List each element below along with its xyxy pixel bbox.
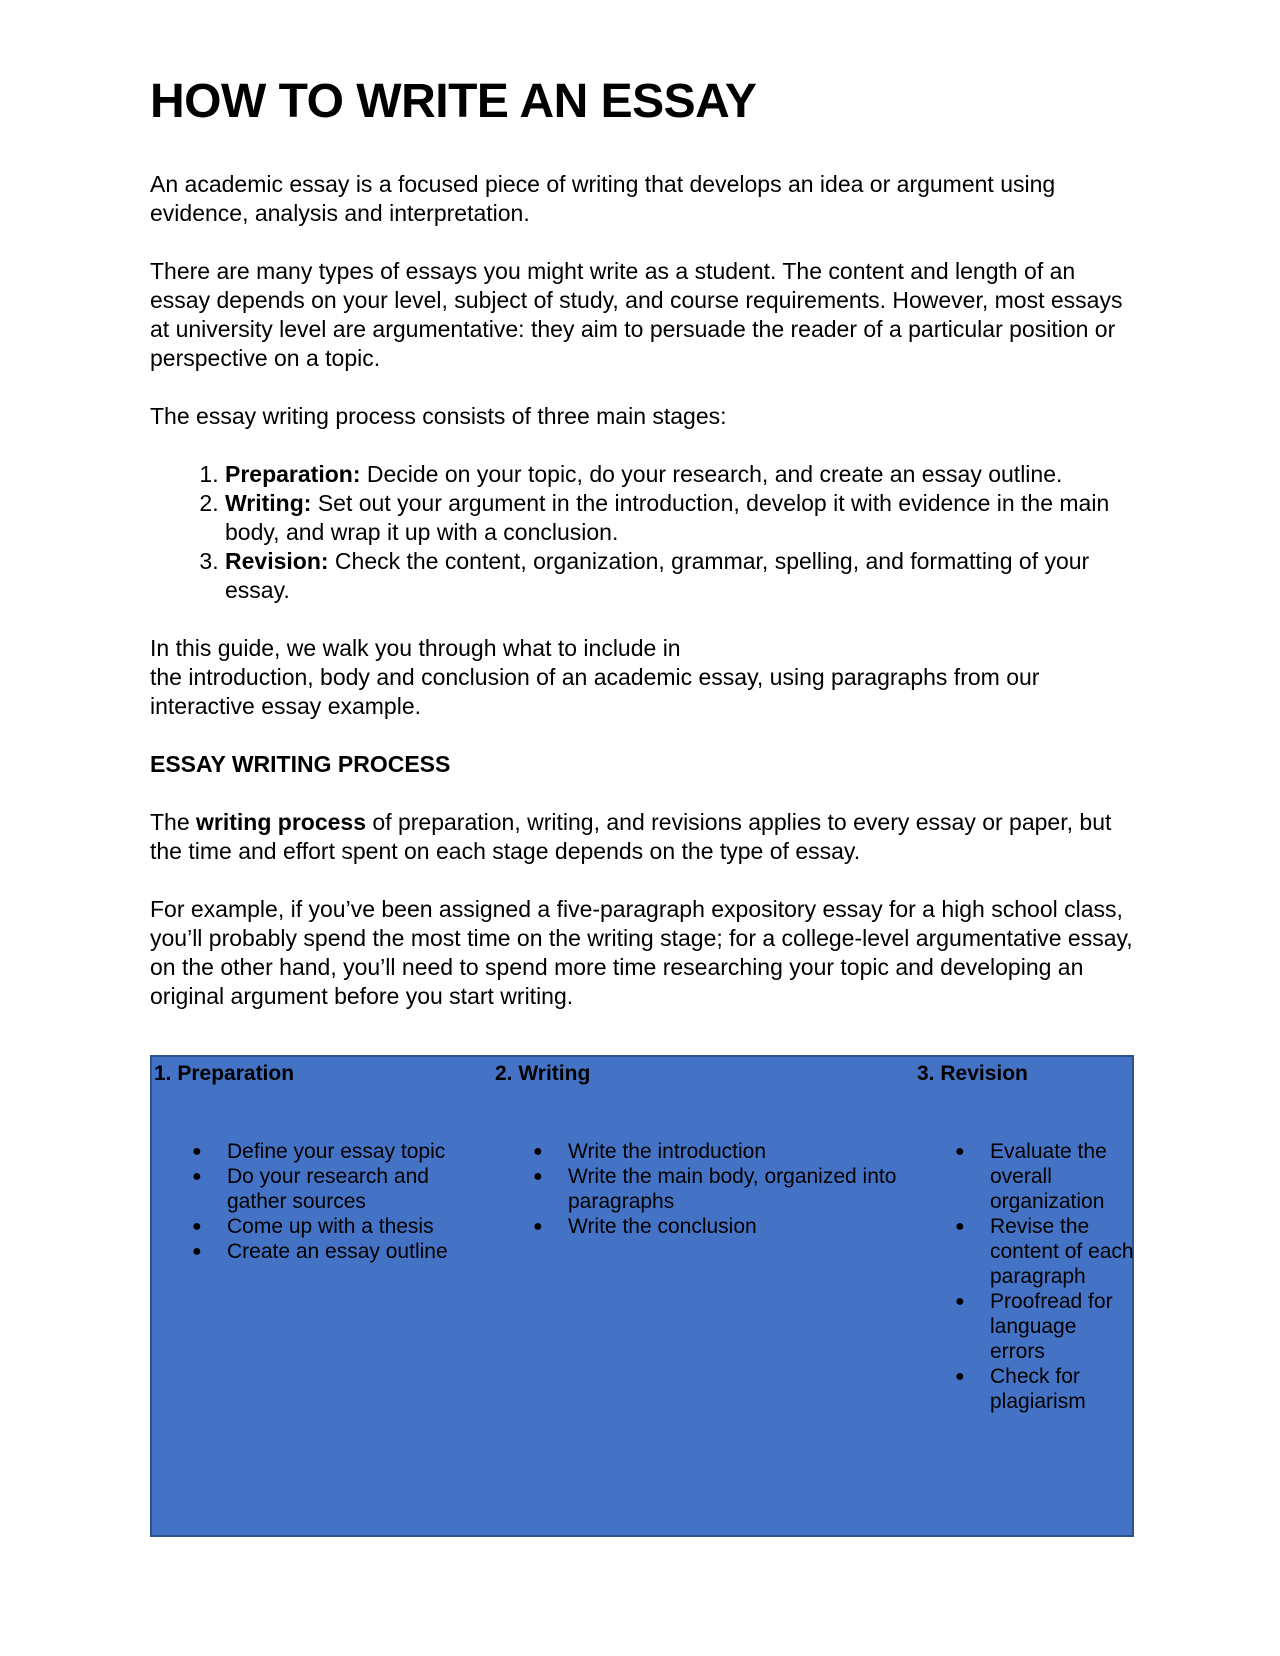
process-table xyxy=(150,1055,1134,1537)
bullet-icon: ● xyxy=(955,1368,965,1385)
bullet-icon: ● xyxy=(533,1143,543,1160)
stage-text: Check the content, organization, grammar, spelling, and formatting of your essay. xyxy=(225,548,1090,603)
guide-paragraph xyxy=(150,634,1135,721)
page-title: HOW TO WRITE AN ESSAY xyxy=(150,75,757,128)
intro-paragraph-1: An academic essay is a focused piece of writing that develops an idea or argument using evidence, analysis and interpretation. xyxy=(150,171,1056,226)
list-item-text: Do your research and gather sources xyxy=(227,1165,429,1213)
list-item-text: Check for plagiarism xyxy=(990,1365,1086,1413)
list-item-text: Create an essay outline xyxy=(227,1240,448,1263)
list-item-text: Come up with a thesis xyxy=(227,1215,434,1238)
list-item xyxy=(493,1214,913,1239)
stages-list xyxy=(150,460,1135,605)
table-column-writing xyxy=(493,1057,913,1239)
document-page xyxy=(150,70,1135,1040)
list-item xyxy=(915,1139,1134,1214)
list-item xyxy=(915,1289,1134,1364)
column-heading: 2. Writing xyxy=(495,1062,591,1085)
list-item xyxy=(152,1214,492,1239)
stage-item xyxy=(225,547,1135,605)
stage-label: Writing: xyxy=(225,490,312,516)
stage-item xyxy=(225,460,1135,489)
intro-paragraph-3: The essay writing process consists of three main stages: xyxy=(150,403,727,429)
column-heading: 3. Revision xyxy=(917,1062,1028,1085)
table-column-preparation xyxy=(152,1057,492,1264)
column-list xyxy=(915,1139,1134,1414)
guide-line-2: the introduction, body and conclusion of an academic essay, using paragraphs from our interactive essay example. xyxy=(150,664,1040,719)
list-item-text: Revise the content of each paragraph xyxy=(990,1215,1134,1288)
bullet-icon: ● xyxy=(955,1293,965,1310)
bullet-icon: ● xyxy=(192,1218,202,1235)
list-item-text: Evaluate the overall organization xyxy=(990,1140,1107,1213)
list-item-text: Proofread for language errors xyxy=(990,1290,1113,1363)
process-text-before: The xyxy=(150,809,197,835)
stage-item xyxy=(225,489,1135,547)
guide-line-1: In this guide, we walk you through what to include in xyxy=(150,635,681,661)
process-paragraph xyxy=(150,808,1135,866)
stage-label: Preparation: xyxy=(225,461,361,487)
list-item-text: Write the main body, organized into paragraphs xyxy=(568,1165,897,1213)
stage-text: Decide on your topic, do your research, and create an essay outline. xyxy=(360,461,1063,487)
list-item xyxy=(493,1164,913,1214)
list-item xyxy=(915,1214,1134,1289)
intro-paragraph-2: There are many types of essays you might write as a student. The content and length of an essay depends on your level, subject of study, and course requirements. However, most essays at university level are argumentative: they aim to persuade the reader of a particular position or perspective on a topic. xyxy=(150,258,1123,371)
list-item xyxy=(915,1364,1134,1414)
bullet-icon: ● xyxy=(955,1143,965,1160)
stage-text: Set out your argument in the introduction, develop it with evidence in the main body, and wrap it up with a conclusion. xyxy=(225,490,1110,545)
process-text-bold: writing process xyxy=(196,809,367,835)
example-paragraph: For example, if you’ve been assigned a five-paragraph expository essay for a high school class, you’ll probably spend the most time on the writing stage; for a college-level argumentative essay, on the other hand, you’ll need to spend more time researching your topic and developing an original argument before you start writing. xyxy=(150,896,1133,1009)
bullet-icon: ● xyxy=(192,1143,202,1160)
bullet-icon: ● xyxy=(533,1168,543,1185)
bullet-icon: ● xyxy=(533,1218,543,1235)
list-item-text: Write the introduction xyxy=(568,1140,767,1163)
list-item xyxy=(152,1239,492,1264)
process-text-after: of preparation, writing, and revisions applies to every essay or paper, but the time and effort spent on each stage depends on the type of essay. xyxy=(150,809,1112,864)
column-list xyxy=(152,1139,492,1264)
list-item xyxy=(152,1139,492,1164)
bullet-icon: ● xyxy=(192,1168,202,1185)
list-item-text: Define your essay topic xyxy=(227,1140,446,1163)
bullet-icon: ● xyxy=(192,1243,202,1260)
column-heading: 1. Preparation xyxy=(154,1062,295,1085)
list-item-text: Write the conclusion xyxy=(568,1215,757,1238)
section-heading: ESSAY WRITING PROCESS xyxy=(150,751,451,777)
bullet-icon: ● xyxy=(955,1218,965,1235)
list-item xyxy=(152,1164,492,1214)
list-item xyxy=(493,1139,913,1164)
stage-label: Revision: xyxy=(225,548,329,574)
column-list xyxy=(493,1139,913,1239)
table-column-revision xyxy=(915,1057,1134,1414)
